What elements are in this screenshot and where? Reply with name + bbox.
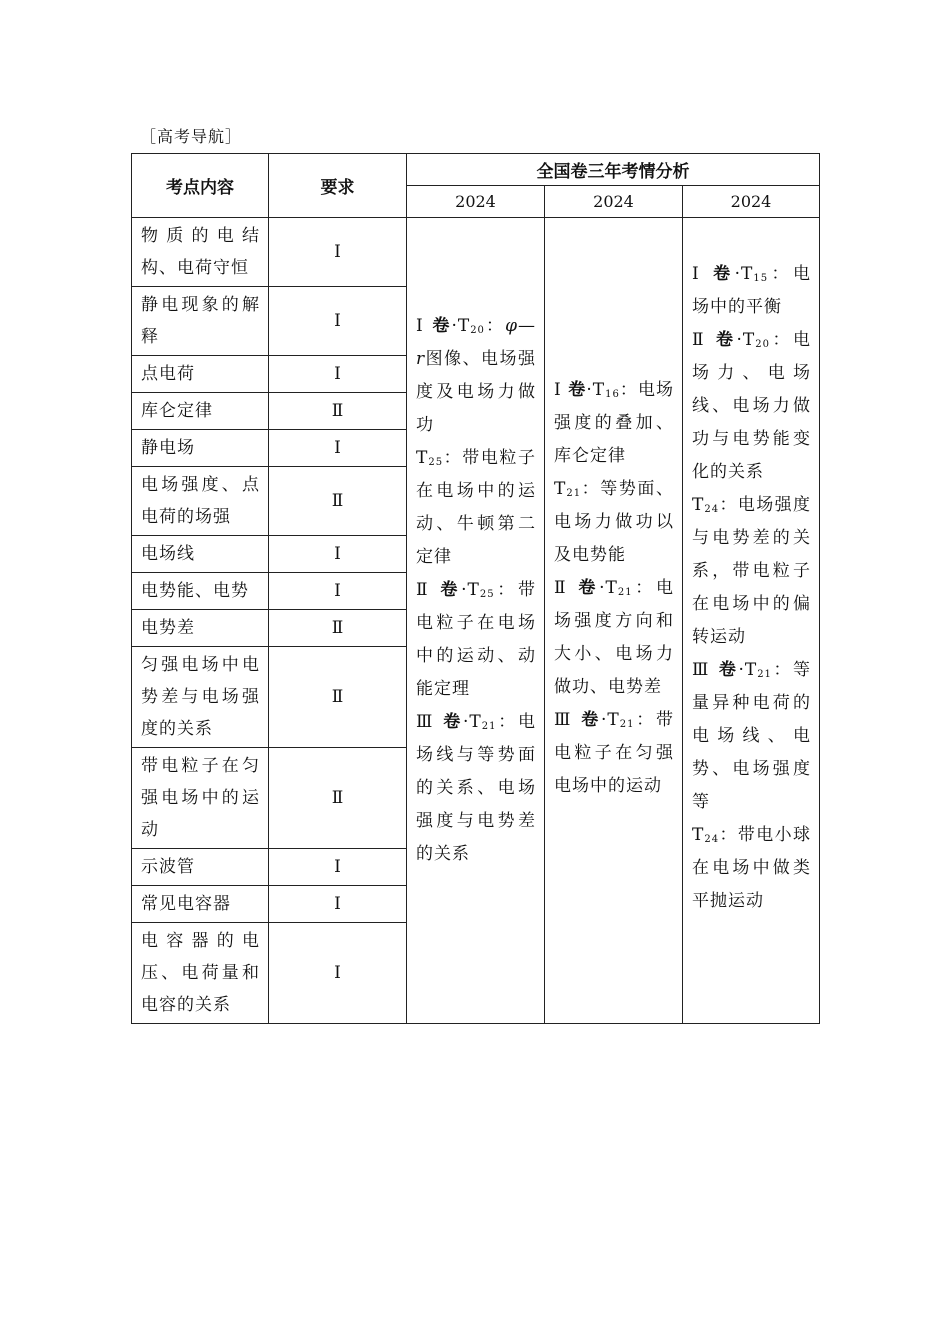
topic-cell: 电势差 xyxy=(132,610,269,647)
requirement-cell: Ⅰ xyxy=(269,218,407,287)
requirement-cell: Ⅰ xyxy=(269,356,407,393)
analysis-entry: $T_{24}$：带电小球在电场中做类平抛运动 xyxy=(692,825,812,911)
topic-cell: 点电荷 xyxy=(132,356,269,393)
header-year-1: 2024 xyxy=(407,186,545,218)
requirement-cell: Ⅰ xyxy=(269,923,407,1024)
topic-cell: 匀强电场中电势差与电场强度的关系 xyxy=(132,647,269,748)
topic-cell: 电场强度、点电荷的场强 xyxy=(132,467,269,536)
analysis-col-3 xyxy=(683,218,820,1024)
requirement-cell: Ⅰ xyxy=(269,287,407,356)
header-requirement: 要求 xyxy=(269,154,407,218)
analysis-col-1 xyxy=(407,218,545,1024)
requirement-cell: Ⅰ xyxy=(269,886,407,923)
analysis-entry: $T_{21}$：等势面、电场力做功以及电势能 xyxy=(554,479,674,565)
requirement-cell: Ⅱ xyxy=(269,467,407,536)
topic-cell: 静电场 xyxy=(132,430,269,467)
requirement-cell: Ⅰ xyxy=(269,536,407,573)
analysis-entry: Ⅰ 卷$\cdot T_{16}$：电场强度的叠加、库仑定律 xyxy=(554,380,675,466)
topic-cell: 带电粒子在匀强电场中的运动 xyxy=(132,748,269,849)
topic-cell: 示波管 xyxy=(132,849,269,886)
requirement-cell: Ⅱ xyxy=(269,647,407,748)
requirement-cell: Ⅱ xyxy=(269,748,407,849)
analysis-entry: Ⅰ 卷$\cdot T_{20}$：φ—r图像、电场强度及电场力做功 xyxy=(416,316,537,435)
requirement-cell: Ⅱ xyxy=(269,610,407,647)
topic-cell: 静电现象的解释 xyxy=(132,287,269,356)
section-caption: ［高考导航］ xyxy=(140,127,243,146)
requirement-cell: Ⅰ xyxy=(269,573,407,610)
topic-cell: 电场线 xyxy=(132,536,269,573)
analysis-entry: Ⅱ 卷$\cdot T_{25}$：带电粒子在电场中的运动、动能定理 xyxy=(416,580,537,699)
topic-cell: 电势能、电势 xyxy=(132,573,269,610)
analysis-col-2 xyxy=(545,218,683,1024)
analysis-entry: $T_{24}$：电场强度与电势差的关系，带电粒子在电场中的偏转运动 xyxy=(692,495,812,647)
requirement-cell: Ⅱ xyxy=(269,393,407,430)
analysis-entry: Ⅱ 卷$\cdot T_{20}$：电场力、电场线、电场力做功与电势能变化的关系 xyxy=(692,330,812,482)
analysis-entry: Ⅰ 卷$\cdot T_{15}$：电场中的平衡 xyxy=(692,264,812,317)
topic-cell: 电容器的电压、电荷量和电容的关系 xyxy=(132,923,269,1024)
analysis-entry: Ⅲ 卷$\cdot T_{21}$：等量异种电荷的电场线、电势、电场强度等 xyxy=(692,660,812,812)
header-year-3: 2024 xyxy=(683,186,820,218)
analysis-entry: Ⅲ 卷$\cdot T_{21}$：电场线与等势面的关系、电场强度与电势差的关系 xyxy=(416,712,536,864)
analysis-entry: Ⅱ 卷$\cdot T_{21}$：电场强度方向和大小、电场力做功、电势差 xyxy=(554,578,675,697)
header-analysis: 全国卷三年考情分析 xyxy=(407,154,820,186)
analysis-entry: $T_{25}$：带电粒子在电场中的运动、牛顿第二定律 xyxy=(416,448,536,567)
topic-cell: 物质的电结构、电荷守恒 xyxy=(132,218,269,287)
header-topic: 考点内容 xyxy=(132,154,269,218)
topic-cell: 库仑定律 xyxy=(132,393,269,430)
exam-analysis-table xyxy=(131,153,820,1024)
header-year-2: 2024 xyxy=(545,186,683,218)
requirement-cell: Ⅰ xyxy=(269,430,407,467)
analysis-entry: Ⅲ 卷$\cdot T_{21}$：带电粒子在匀强电场中的运动 xyxy=(554,710,674,796)
topic-cell: 常见电容器 xyxy=(132,886,269,923)
requirement-cell: Ⅰ xyxy=(269,849,407,886)
